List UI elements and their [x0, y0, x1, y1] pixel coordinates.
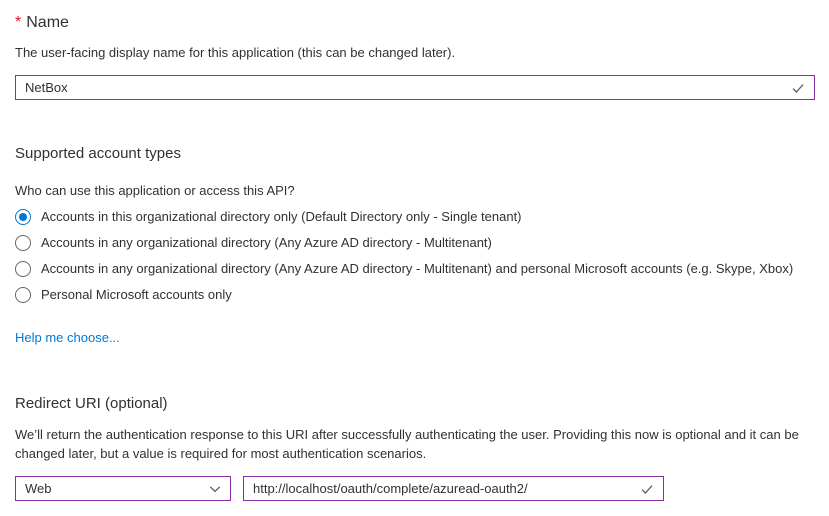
radio-option-label: Accounts in any organizational directory (Any Azure AD directory - Multitenant) and personal Microsoft accounts (e.g. Skype, Xbox): [41, 261, 794, 276]
platform-select-dropdown[interactable]: [15, 476, 231, 501]
account-types-heading: Supported account types: [15, 145, 181, 162]
name-heading-label: Name: [26, 14, 69, 31]
account-types-question: Who can use this application or access this API?: [15, 183, 295, 198]
platform-select-value: Web: [25, 481, 52, 496]
redirect-uri-input[interactable]: [244, 481, 640, 496]
radio-option-label: Accounts in this organizational directory only (Default Directory only - Single tenant): [41, 209, 522, 224]
redirect-uri-controls: [15, 476, 815, 501]
help-me-choose-link[interactable]: Help me choose...: [15, 330, 120, 345]
redirect-uri-input-container: [243, 476, 664, 501]
name-description: The user-facing display name for this application (this can be changed later).: [15, 45, 456, 60]
radio-button-icon[interactable]: [15, 287, 31, 303]
radio-option-personal-only[interactable]: [15, 286, 815, 303]
name-section-heading: [15, 12, 815, 33]
checkmark-icon: [640, 482, 654, 496]
radio-button-icon[interactable]: [15, 209, 31, 225]
name-input[interactable]: [16, 80, 791, 95]
radio-option-label: Accounts in any organizational directory (Any Azure AD directory - Multitenant): [41, 235, 492, 250]
redirect-uri-description: We’ll return the authentication response to this URI after successfully authenticating the user. Providing this now is optional and it can be changed later, but a value is required for most authentication scenarios.: [15, 427, 799, 461]
redirect-uri-heading: Redirect URI (optional): [15, 395, 168, 412]
radio-option-single-tenant[interactable]: [15, 208, 815, 225]
required-asterisk: *: [15, 14, 22, 31]
name-input-container: [15, 75, 815, 100]
radio-option-label: Personal Microsoft accounts only: [41, 287, 232, 302]
radio-button-icon[interactable]: [15, 261, 31, 277]
radio-option-multitenant-personal[interactable]: [15, 260, 815, 277]
radio-button-icon[interactable]: [15, 235, 31, 251]
account-types-radio-group: [15, 208, 815, 303]
radio-option-multitenant[interactable]: [15, 234, 815, 251]
chevron-down-icon: [209, 483, 221, 495]
checkmark-icon: [791, 81, 805, 95]
